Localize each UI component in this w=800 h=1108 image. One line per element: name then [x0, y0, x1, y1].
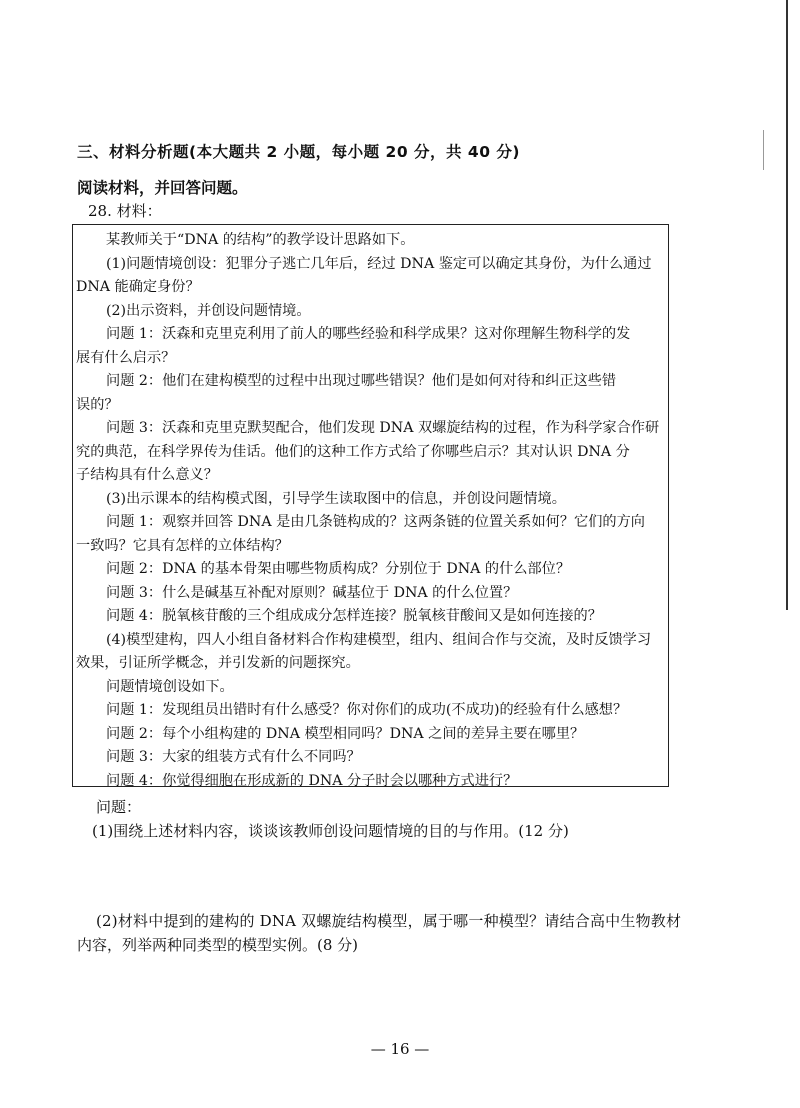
- material-line: 问题 2：DNA 的基本骨架由哪些物质构成？分别位于 DNA 的什么部位？: [106, 561, 571, 577]
- material-box: [72, 224, 669, 787]
- material-line: 究的典范，在科学界传为佳话。他们的这种工作方式给了你哪些启示？其对认识 DNA 分: [76, 444, 630, 460]
- material-line: 问题 3：大家的组装方式有什么不同吗？: [106, 749, 361, 765]
- material-line: DNA 能确定身份？: [76, 279, 200, 295]
- scan-edge-line: [786, 0, 788, 610]
- material-line: (4)模型建构，四人小组自备材料合作构建模型，组内、组间合作与交流，及时反馈学习: [106, 632, 652, 648]
- material-line: 问题 1：发现组员出错时有什么感受？你对你们的成功(不成功)的经验有什么感想？: [106, 702, 628, 718]
- page-number: — 16 —: [370, 1040, 430, 1058]
- question-2-line-1: (2)材料中提到的建构的 DNA 双螺旋结构模型，属于哪一种模型？请结合高中生物教材: [96, 912, 682, 930]
- material-line: 一致吗？它具有怎样的立体结构？: [76, 538, 289, 554]
- scan-mark: [763, 130, 764, 170]
- material-line: 问题 2：每个小组构建的 DNA 模型相同吗？DNA 之间的差异主要在哪里？: [106, 726, 585, 742]
- instruction: 阅读材料，并回答问题。: [77, 179, 248, 197]
- material-line: 问题情境创设如下。: [106, 679, 234, 695]
- question-2-line-2: 内容，列举两种同类型的模型实例。(8 分): [77, 936, 359, 954]
- material-line: 子结构具有什么意义？: [76, 467, 218, 483]
- material-line: 问题 3：沃森和克里克默契配合，他们发现 DNA 双螺旋结构的过程，作为科学家合作研: [106, 420, 660, 436]
- material-line: 问题 2：他们在建构模型的过程中出现过哪些错误？他们是如何对待和纠正这些错: [106, 373, 617, 389]
- material-line: 问题 4：你觉得细胞在形成新的 DNA 分子时会以哪种方式进行？: [106, 773, 518, 789]
- material-line: 展有什么启示？: [76, 350, 176, 366]
- question-number: 28. 材料：: [88, 202, 162, 220]
- material-line: (3)出示课本的结构模式图，引导学生读取图中的信息，并创设问题情境。: [106, 491, 566, 507]
- material-line: 问题 1：观察并回答 DNA 是由几条链构成的？这两条链的位置关系如何？它们的方向: [106, 514, 645, 530]
- questions-label: 问题：: [96, 798, 142, 816]
- material-line: 问题 3：什么是碱基互补配对原则？碱基位于 DNA 的什么位置？: [106, 585, 518, 601]
- material-line: 某教师关于“DNA 的结构”的教学设计思路如下。: [106, 232, 415, 248]
- material-line: (2)出示资料，并创设问题情境。: [106, 303, 311, 319]
- section-heading: 三、材料分析题(本大题共 2 小题，每小题 20 分，共 40 分): [77, 143, 520, 161]
- material-line: 问题 1：沃森和克里克利用了前人的哪些经验和科学成果？这对你理解生物科学的发: [106, 326, 631, 342]
- material-line: 问题 4：脱氧核苷酸的三个组成成分怎样连接？脱氧核苷酸间又是如何连接的？: [106, 608, 602, 624]
- material-line: (1)问题情境创设：犯罪分子逃亡几年后，经过 DNA 鉴定可以确定其身份，为什么通过: [106, 256, 652, 272]
- material-line: 效果，引证所学概念，并引发新的问题探究。: [76, 655, 360, 671]
- material-line: 误的？: [76, 397, 119, 413]
- question-1: (1)围绕上述材料内容，谈谈该教师创设问题情境的目的与作用。(12 分): [92, 822, 569, 840]
